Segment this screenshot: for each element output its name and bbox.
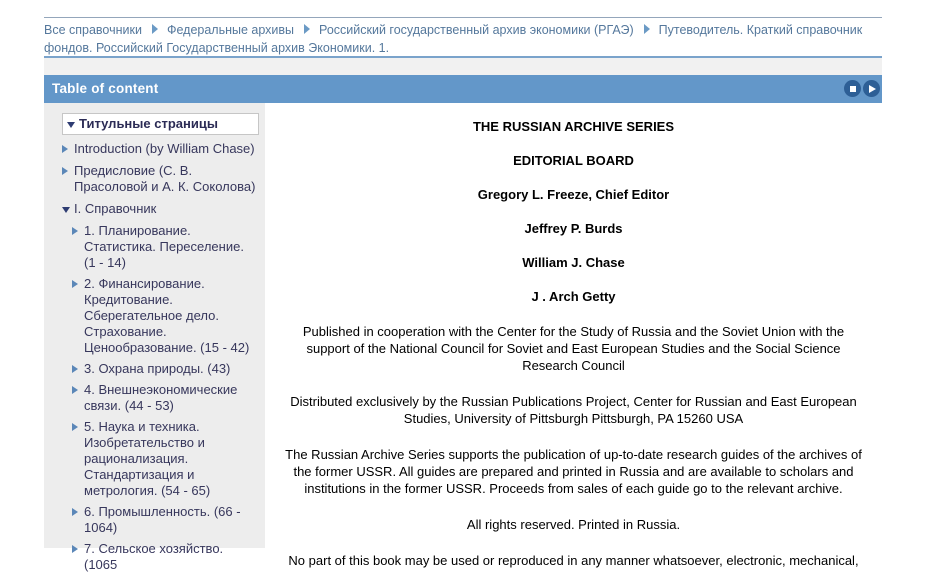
breadcrumb-link[interactable]: Путеводитель. Краткий справочник фондов. Российский Государственный архив Экономики. 1.	[44, 23, 863, 55]
stop-button[interactable]	[844, 80, 861, 97]
tree-item-label: 1. Планирование. Статистика. Переселение. (1 - 14)	[84, 223, 244, 270]
breadcrumb-item	[44, 23, 142, 37]
tree-toggle-icon[interactable]	[72, 541, 84, 573]
panel-header	[44, 75, 882, 103]
top-divider	[44, 17, 882, 18]
tree-item-label: 3. Охрана природы. (43)	[84, 361, 231, 376]
sidebar-tree-item[interactable]	[72, 276, 259, 356]
content-row	[44, 103, 882, 572]
document-heading: Jeffrey P. Burds	[524, 221, 623, 236]
sidebar-tree-item[interactable]	[72, 419, 259, 499]
tree-toggle-icon[interactable]	[62, 141, 74, 157]
tree-item-label: 6. Промышленность. (66 - 1064)	[84, 504, 241, 535]
sidebar-tree-item[interactable]	[62, 163, 259, 195]
document-paragraph: The Russian Archive Series supports the publication of up-to-date research guides of the archives of the former USSR. All guides are prepared and printed in Russia and are available to scholars and institutions in the former USSR. Proceeds from sales of each guide go to the relevant archive.	[285, 447, 862, 496]
document-heading: EDITORIAL BOARD	[513, 153, 634, 168]
document-paragraph: Published in cooperation with the Center for the Study of Russia and the Soviet Union with the support of the National Council for Soviet and East European Studies and the Social Science Research Council	[302, 324, 845, 373]
breadcrumb-link[interactable]: Российский государственный архив экономики (РГАЭ)	[319, 23, 634, 37]
breadcrumb-separator-icon	[152, 24, 158, 34]
tree-toggle-icon[interactable]	[72, 276, 84, 356]
tree-item-label: 2. Финансирование. Кредитование. Сберегательное дело. Страхование. Ценообразование. (15 - 42)	[84, 276, 250, 355]
document-heading: Gregory L. Freeze, Chief Editor	[477, 187, 670, 202]
document-paragraph: Distributed exclusively by the Russian Publications Project, Center for Russian and East European Studies, University of Pittsburgh Pittsburgh, PA 15260 USA	[290, 394, 857, 426]
tree-toggle-icon[interactable]	[72, 504, 84, 536]
toc-sidebar	[44, 103, 265, 572]
breadcrumb-separator-icon	[644, 24, 650, 34]
sidebar-tree-item[interactable]	[72, 504, 259, 536]
document-paragraphs	[285, 323, 862, 569]
tree-toggle-icon[interactable]	[62, 163, 74, 195]
document-heading: J . Arch Getty	[531, 289, 616, 304]
panel-header-buttons	[844, 80, 880, 97]
next-button[interactable]	[863, 80, 880, 97]
breadcrumb-link[interactable]: Все справочники	[44, 23, 142, 37]
sidebar-tree-item[interactable]	[62, 201, 259, 217]
tree-toggle-icon[interactable]	[72, 223, 84, 271]
tree-toggle-icon[interactable]	[62, 201, 74, 217]
breadcrumb-separator-icon	[304, 24, 310, 34]
tree-toggle-icon[interactable]	[72, 382, 84, 414]
stop-square-icon	[850, 86, 856, 92]
header-gap-strip	[44, 58, 882, 75]
sidebar-tree-item[interactable]	[62, 141, 259, 157]
panel-title: Table of content	[52, 81, 159, 96]
breadcrumb-link[interactable]: Федеральные архивы	[166, 23, 295, 37]
tree-item-label: 4. Внешнеэкономические связи. (44 - 53)	[84, 382, 238, 413]
sidebar-tree-item[interactable]	[72, 223, 259, 271]
tree-toggle-icon[interactable]	[67, 116, 79, 132]
tree-toggle-icon[interactable]	[72, 361, 84, 377]
sidebar-tree-item[interactable]	[72, 541, 259, 573]
tree-item-label: Предисловие (С. В. Прасоловой и А. К. Соколова)	[74, 163, 256, 194]
tree-item-label: 7. Сельское хозяйство. (1065	[84, 541, 224, 572]
tree-item-label: Introduction (by William Chase)	[74, 141, 255, 156]
breadcrumb-item	[294, 23, 634, 37]
document-heading: THE RUSSIAN ARCHIVE SERIES	[472, 119, 675, 134]
tree-item-label: Титульные страницы	[79, 116, 218, 131]
document-view	[265, 103, 882, 568]
document-heading: William J. Chase	[522, 255, 625, 270]
breadcrumb-item	[142, 23, 294, 37]
document-paragraph: No part of this book may be used or reproduced in any manner whatsoever, electronic, mechanical,	[288, 553, 859, 568]
sidebar-tree-item[interactable]	[62, 113, 259, 135]
breadcrumb	[44, 21, 882, 57]
document-headings	[285, 119, 862, 304]
tree-toggle-icon[interactable]	[72, 419, 84, 499]
sidebar-tree-item[interactable]	[72, 382, 259, 414]
tree-item-label: 5. Наука и техника. Изобретательство и рационализация. Стандартизация и метрология. (54 - 65)	[84, 419, 211, 498]
play-arrow-icon	[869, 85, 876, 93]
sidebar-tree-item[interactable]	[72, 361, 259, 377]
tree-item-label: I. Справочник	[74, 201, 157, 216]
document-paragraph: All rights reserved. Printed in Russia.	[466, 517, 681, 532]
